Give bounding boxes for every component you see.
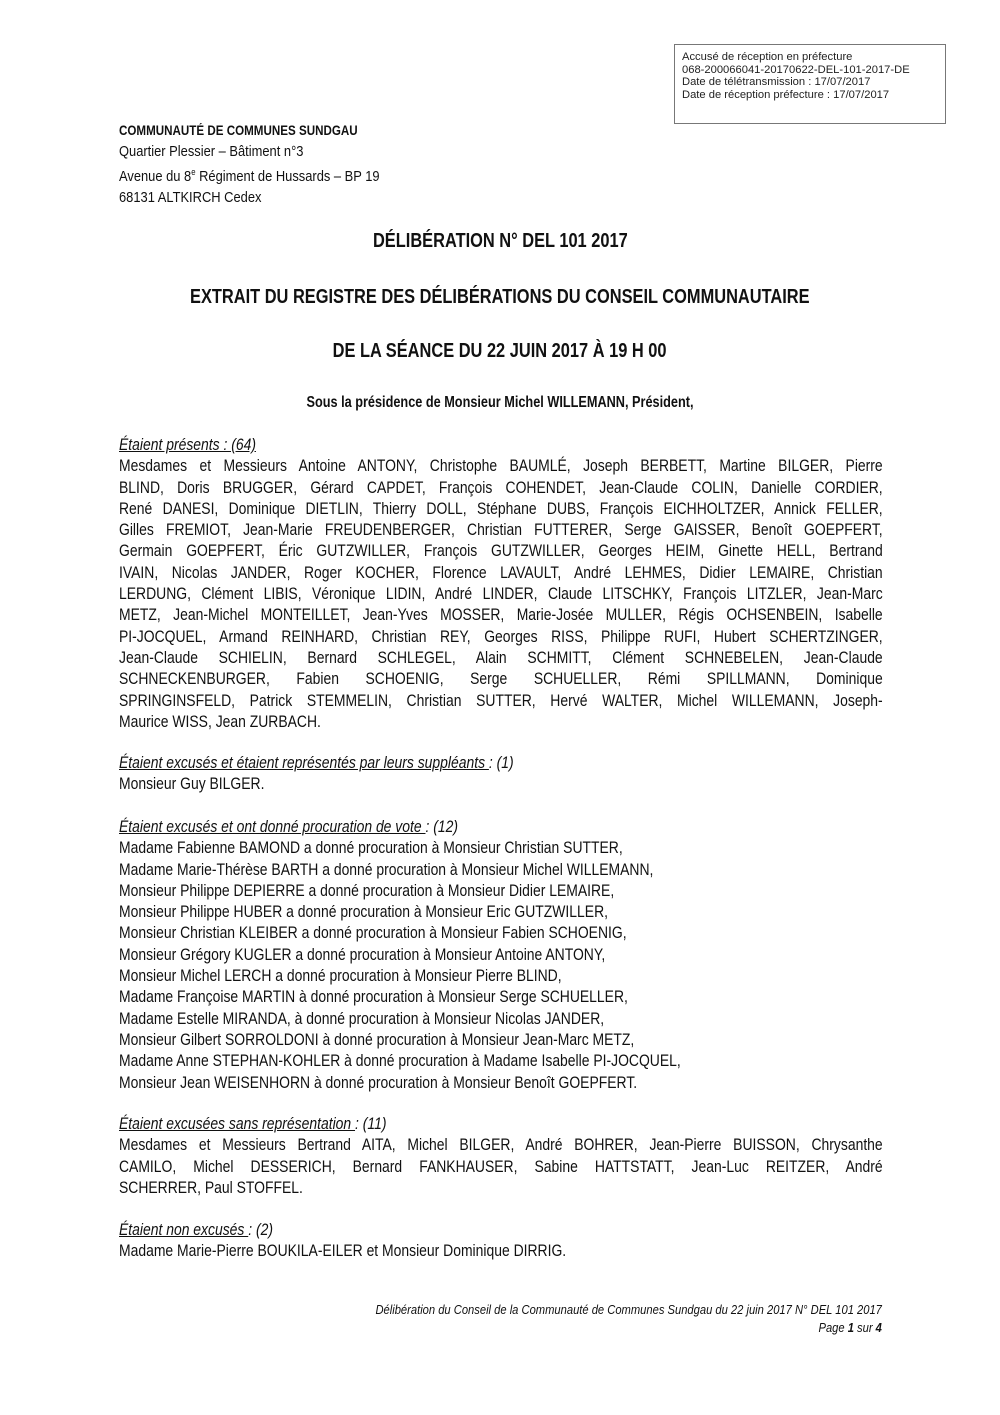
line-text: Madame Anne STEPHAN-KOHLER à donné procuration à Madame Isabelle PI-JOCQUEL,	[119, 1052, 681, 1071]
heading-count: : (1)	[488, 754, 514, 772]
line-text: Madame Fabienne BAMOND a donné procuration à Monsieur Christian SUTTER,	[119, 839, 623, 858]
section-heading	[119, 1114, 882, 1135]
text-line	[119, 605, 882, 626]
line-text: Monsieur Christian KLEIBER a donné procuration à Monsieur Fabien SCHOENIG,	[119, 924, 627, 943]
heading-text: Étaient présents : (64)	[119, 436, 256, 454]
heading-text: Étaient excusés et ont donné procuration de vote	[119, 818, 426, 836]
line-text: Monsieur Michel LERCH a donné procuration à Monsieur Pierre BLIND,	[119, 967, 562, 986]
text-line	[119, 1178, 882, 1199]
page-number	[376, 1319, 882, 1337]
line-text: Monsieur Gilbert SORROLDONI à donné procuration à Monsieur Jean-Marc METZ,	[119, 1030, 635, 1049]
section-lines	[119, 774, 882, 795]
line-text: Mesdames et Messieurs Antoine ANTONY, Christophe BAUMLÉ, Joseph BERBETT, Martine BILGER, Pierre	[119, 457, 883, 476]
text-line	[119, 902, 882, 923]
section-heading	[119, 435, 882, 456]
text-line	[119, 563, 882, 584]
line-text: Monsieur Guy BILGER.	[119, 775, 265, 794]
section-lines	[119, 1135, 882, 1199]
text-line	[119, 1135, 882, 1156]
line-text: Monsieur Jean WEISENHORN à donné procuration à Monsieur Benoît GOEPFERT.	[119, 1073, 638, 1092]
section-lines	[119, 1241, 882, 1262]
superscript: e	[191, 167, 196, 177]
stamp-line: Date de télétransmission : 17/07/2017	[682, 76, 871, 89]
line-text: Madame Marie-Thérèse BARTH a donné procuration à Monsieur Michel WILLEMANN,	[119, 860, 654, 879]
text-line	[119, 838, 882, 859]
text-line	[119, 774, 882, 795]
page-total: 4	[875, 1320, 882, 1335]
text-line	[119, 881, 882, 902]
text-line	[119, 860, 882, 881]
stamp-line: Accusé de réception en préfecture	[682, 51, 853, 63]
section-lines	[119, 456, 882, 733]
text-line	[119, 456, 882, 477]
address-line: Quartier Plessier – Bâtiment n°3	[119, 142, 304, 160]
line-text: SCHNECKENBURGER, Fabien SCHOENIG, Serge SCHUELLER, Rémi SPILLMANN, Dominique	[119, 670, 883, 689]
section-presents	[119, 435, 882, 733]
line-text: Maurice WISS, Jean ZURBACH.	[119, 712, 321, 731]
line-text: Madame Marie-Pierre BOUKILA-EILER et Monsieur Dominique DIRRIG.	[119, 1242, 567, 1261]
line-text: CAMILO, Michel DESSERICH, Bernard FANKHAUSER, Sabine HATTSTATT, Jean-Luc REITZER, André	[119, 1157, 883, 1176]
section-lines	[119, 838, 882, 1094]
extrait-title-text: EXTRAIT DU REGISTRE DES DÉLIBÉRATIONS DU CONSEIL COMMUNAUTAIRE	[190, 286, 810, 308]
text-line	[119, 1157, 882, 1178]
text-line	[119, 499, 882, 520]
presidence-text: Sous la présidence de Monsieur Michel WILLEMANN, Président,	[306, 394, 694, 411]
text-line	[119, 691, 882, 712]
stamp-line: 068-200066041-20170622-DEL-101-2017-DE	[682, 63, 910, 76]
text-line	[119, 1051, 882, 1072]
address-line: 68131 ALTKIRCH Cedex	[119, 188, 262, 206]
text-line	[119, 1030, 882, 1051]
line-text: René DANESI, Dominique DIETLIN, Thierry DOLL, Stéphane DUBS, François EICHHOLTZER, Annick FELLER,	[119, 499, 883, 518]
line-text: Monsieur Philippe DEPIERRE a donné procuration à Monsieur Didier LEMAIRE,	[119, 881, 615, 900]
text-line	[119, 712, 882, 733]
address-line	[119, 162, 380, 188]
page-of-label: sur	[854, 1320, 876, 1335]
line-text: Jean-Claude SCHIELIN, Bernard SCHLEGEL, Alain SCHMITT, Clément SCHNEBELEN, Jean-Claude	[119, 648, 883, 667]
text-line	[119, 648, 882, 669]
text-line	[119, 1009, 882, 1030]
line-text: Germain GOEPFERT, Éric GUTZWILLER, François GUTZWILLER, Georges HEIM, Ginette HELL, Bertrand	[119, 542, 883, 561]
text-line	[119, 945, 882, 966]
text-line	[119, 923, 882, 944]
section-heading	[119, 817, 882, 838]
section-procurations	[119, 817, 882, 1094]
text-line	[119, 478, 882, 499]
line-text: Madame Estelle MIRANDA, à donné procuration à Monsieur Nicolas JANDER,	[119, 1009, 605, 1028]
page-label: Page	[818, 1320, 848, 1335]
section-suppleants	[119, 753, 882, 796]
heading-text: Étaient excusés et étaient représentés par leurs suppléants	[119, 754, 489, 772]
text-line	[119, 1241, 882, 1262]
seance-title-text: DE LA SÉANCE DU 22 JUIN 2017 À 19 H 00	[333, 340, 667, 362]
line-text: SPRINGINSFELD, Patrick STEMMELIN, Christian SUTTER, Hervé WALTER, Michel WILLEMANN, Joseph-	[119, 691, 883, 710]
heading-count: : (2)	[248, 1221, 273, 1239]
sender-address	[119, 121, 422, 208]
presidence-line	[0, 394, 1000, 412]
page-footer	[293, 1301, 882, 1337]
text-line	[119, 627, 882, 648]
line-text: Monsieur Grégory KUGLER a donné procuration à Monsieur Antoine ANTONY,	[119, 945, 606, 964]
text-line	[119, 987, 882, 1008]
footer-reference: Délibération du Conseil de la Communauté de Communes Sundgau du 22 juin 2017 N° DEL 101 2017	[375, 1302, 882, 1317]
text-line	[119, 541, 882, 562]
line-text: Gilles FREMIOT, Jean-Marie FREUDENBERGER, Christian FUTTERER, Serge GAISSER, Benoît GOEPFERT,	[119, 521, 883, 540]
address-text: Avenue du 8	[119, 168, 192, 185]
address-text: Régiment de Hussards – BP 19	[195, 168, 380, 185]
text-line	[119, 584, 882, 605]
heading-count: : (11)	[355, 1115, 387, 1133]
text-line	[119, 966, 882, 987]
extrait-title	[0, 286, 1000, 309]
heading-text: Étaient excusées sans représentation	[119, 1115, 356, 1133]
line-text: METZ, Jean-Michel MONTEILLET, Jean-Yves MOSSER, Marie-Josée MULLER, Régis OCHSENBEIN, Isabelle	[119, 606, 883, 625]
stamp-line: Date de réception préfecture : 17/07/2017	[682, 88, 890, 101]
line-text: IVAIN, Nicolas JANDER, Roger KOCHER, Florence LAVAULT, André LEHMES, Didier LEMAIRE, Christian	[119, 563, 883, 582]
seance-title	[0, 340, 1000, 363]
heading-count: : (12)	[425, 818, 458, 836]
heading-text: Étaient non excusés	[119, 1221, 249, 1239]
line-text: PI-JOCQUEL, Armand REINHARD, Christian REY, Georges RISS, Philippe RUFI, Hubert SCHERTZINGER,	[119, 627, 883, 646]
section-sans-representation	[119, 1114, 882, 1199]
deliberation-title	[0, 230, 1000, 253]
line-text: Madame Françoise MARTIN à donné procuration à Monsieur Serge SCHUELLER,	[119, 988, 628, 1007]
section-heading	[119, 1220, 882, 1241]
text-line	[119, 1073, 882, 1094]
section-heading	[119, 753, 882, 774]
text-line	[119, 669, 882, 690]
line-text: BLIND, Doris BRUGGER, Gérard CAPDET, François COHENDET, Jean-Claude COLIN, Danielle CORDIER,	[119, 478, 883, 497]
line-text: Mesdames et Messieurs Bertrand AITA, Michel BILGER, André BOHRER, Jean-Pierre BUISSON, Chrysanthe	[119, 1136, 883, 1155]
text-line	[119, 520, 882, 541]
line-text: Monsieur Philippe HUBER a donné procuration à Monsieur Eric GUTZWILLER,	[119, 903, 609, 922]
organisation-name: COMMUNAUTÉ DE COMMUNES SUNDGAU	[119, 123, 358, 138]
prefecture-receipt-stamp	[674, 44, 946, 124]
line-text: LERDUNG, Clément LIBIS, Véronique LIDIN, André LINDER, Claude LITSCHKY, François LITZLER, Jean-Marc	[119, 585, 883, 604]
section-non-excuses	[119, 1220, 882, 1263]
deliberation-title-text: DÉLIBÉRATION N° DEL 101 2017	[372, 230, 628, 252]
line-text: SCHERRER, Paul STOFFEL.	[119, 1178, 303, 1197]
page-current: 1	[847, 1320, 855, 1335]
